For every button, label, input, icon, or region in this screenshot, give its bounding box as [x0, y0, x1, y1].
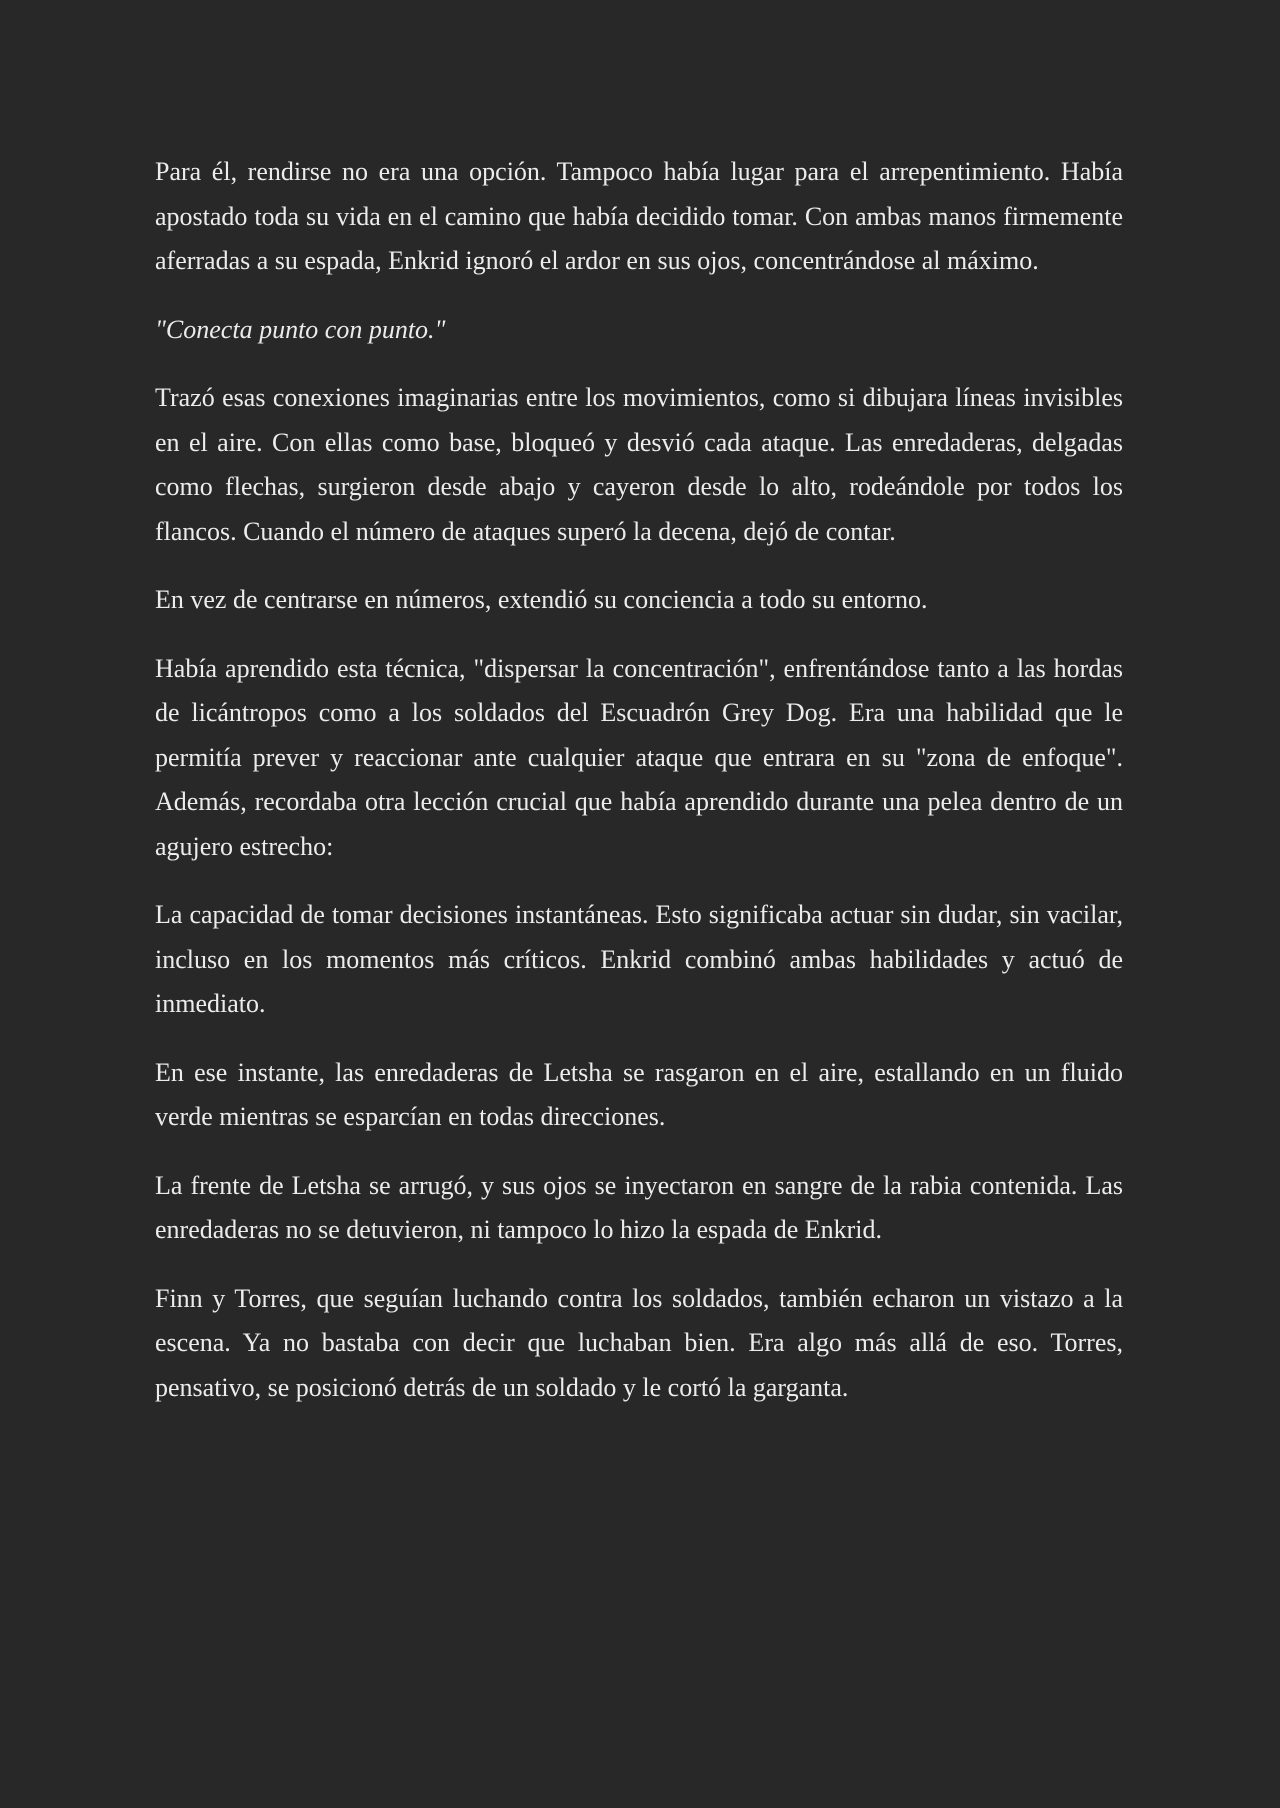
- reader-content: [155, 150, 1123, 1434]
- paragraph: En ese instante, las enredaderas de Letsha se rasgaron en el aire, estallando en un fluido verde mientras se esparcían en todas direcciones.: [155, 1057, 1123, 1131]
- paragraph: Para él, rendirse no era una opción. Tampoco había lugar para el arrepentimiento. Había apostado toda su vida en el camino que había decidido tomar. Con ambas manos firmemente aferradas a su espada, Enkrid ignoró el ardor en sus ojos, concentrándose al máximo.: [155, 157, 1123, 275]
- paragraph: En vez de centrarse en números, extendió su conciencia a todo su entorno.: [155, 585, 928, 614]
- paragraph: La capacidad de tomar decisiones instantáneas. Esto significaba actuar sin dudar, sin vacilar, incluso en los momentos más críticos. Enkrid combinó ambas habilidades y actuó de inmediato.: [155, 900, 1123, 1018]
- paragraph: Había aprendido esta técnica, "dispersar la concentración", enfrentándose tanto a las hordas de licántropos como a los soldados del Escuadrón Grey Dog. Era una habilidad que le permitía prever y reaccionar ante cualquier ataque que entrara en su "zona de enfoque". Además, recordaba otra lección crucial que había aprendido durante una pelea dentro de un agujero estrecho:: [155, 653, 1123, 861]
- paragraph: Finn y Torres, que seguían luchando contra los soldados, también echaron un vistazo a la escena. Ya no bastaba con decir que luchaban bien. Era algo más allá de eso. Torres, pensativo, se posicionó detrás de un soldado y le cortó la garganta.: [155, 1283, 1123, 1402]
- italic-quote-paragraph: "Conecta punto con punto.": [155, 314, 446, 344]
- paragraph: La frente de Letsha se arrugó, y sus ojos se inyectaron en sangre de la rabia contenida. Las enredaderas no se detuvieron, ni tampoco lo hizo la espada de Enkrid.: [155, 1170, 1123, 1244]
- paragraph: Trazó esas conexiones imaginarias entre los movimientos, como si dibujara líneas invisibles en el aire. Con ellas como base, bloqueó y desvió cada ataque. Las enredaderas, delgadas como flechas, surgieron desde abajo y cayeron desde lo alto, rodeándole por todos los flancos. Cuando el número de ataques superó la decena, dejó de contar.: [155, 383, 1123, 546]
